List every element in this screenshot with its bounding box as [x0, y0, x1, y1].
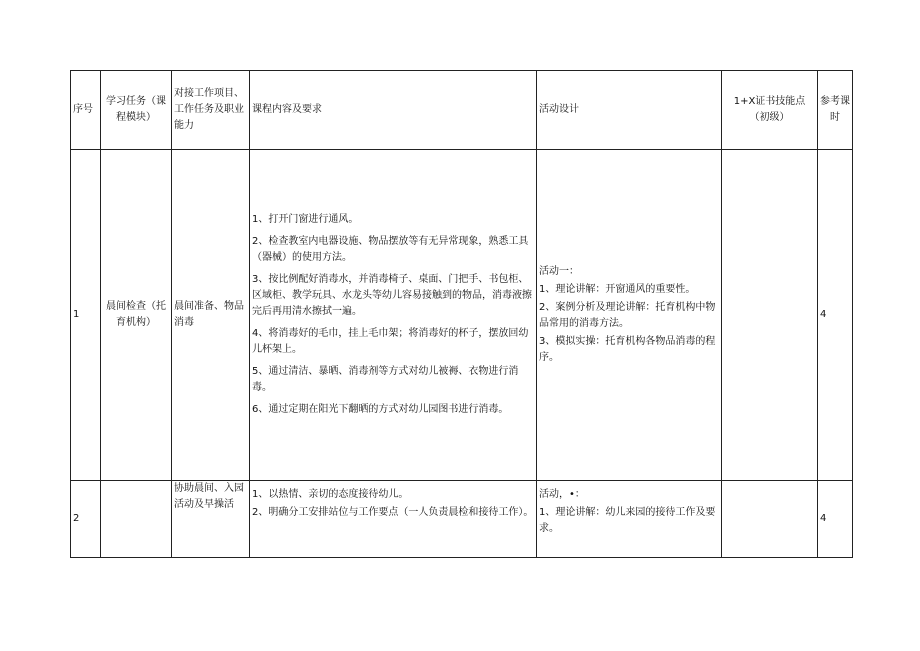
cell-skill	[722, 481, 818, 558]
content-item: 4、将消毒好的毛巾，挂上毛巾架；将消毒好的杯子，摆放回幼儿杯架上。	[252, 328, 529, 355]
cell-activity	[537, 481, 722, 558]
activity-item: 活动，•：	[539, 489, 585, 500]
table-row	[71, 481, 853, 558]
content-item: 1、打开门窗进行通风。	[252, 214, 359, 225]
content-item: 3、按比例配好消毒水，并消毒椅子、桌面、门把手、书包柜、区域柜、教学玩具、水龙头等幼儿容易接触到的物品，消毒液擦完后再用清水擦拭一遍。	[252, 274, 532, 317]
activity-item: 1、理论讲解：开窗通风的重要性。	[539, 284, 696, 295]
cell-seq: 1	[71, 150, 101, 481]
cell-content	[250, 481, 537, 558]
header-activity: 活动设计	[537, 71, 722, 150]
header-skill: 1+X证书技能点（初级）	[722, 71, 818, 150]
header-content: 课程内容及要求	[250, 71, 537, 150]
content-item: 1、以热情、亲切的态度接待幼儿。	[252, 489, 409, 500]
activity-item: 2、案例分析及理论讲解：托育机构中物品常用的消毒方法。	[539, 302, 716, 329]
cell-task	[101, 481, 172, 558]
cell-skill	[722, 150, 818, 481]
content-item: 2、明确分工安排站位与工作要点（一人负责晨检和接待工作）。	[252, 507, 534, 518]
cell-content	[250, 150, 537, 481]
cell-work: 晨间准备、物品消毒	[172, 150, 250, 481]
header-hours: 参考课时	[818, 71, 853, 150]
activity-item: 1、理论讲解：幼儿来园的接待工作及要求。	[539, 507, 716, 534]
content-item: 6、通过定期在阳光下翻晒的方式对幼儿园图书进行消毒。	[252, 404, 509, 415]
table-header-row	[71, 71, 853, 150]
cell-activity	[537, 150, 722, 481]
cell-seq: 2	[71, 481, 101, 558]
header-task: 学习任务（课程模块）	[101, 71, 172, 150]
cell-hours: 4	[818, 150, 853, 481]
cell-task: 晨间检查（托育机构）	[101, 150, 172, 481]
content-item: 2、检查教室内电器设施、物品摆放等有无异常现象，熟悉工具（器械）的使用方法。	[252, 236, 529, 263]
cell-hours: 4	[818, 481, 853, 558]
header-work: 对接工作项目、工作任务及职业能力	[172, 71, 250, 150]
content-item: 5、通过清洁、暴晒、消毒剂等方式对幼儿被褥、衣物进行消毒。	[252, 366, 519, 393]
header-seq: 序号	[71, 71, 101, 150]
activity-item: 3、模拟实操：托育机构各物品消毒的程序。	[539, 336, 716, 363]
activity-item: 活动一：	[539, 266, 579, 277]
curriculum-table	[70, 70, 853, 558]
table-row	[71, 150, 853, 481]
cell-work: 协助晨间、入园活动及早操活	[172, 481, 250, 558]
